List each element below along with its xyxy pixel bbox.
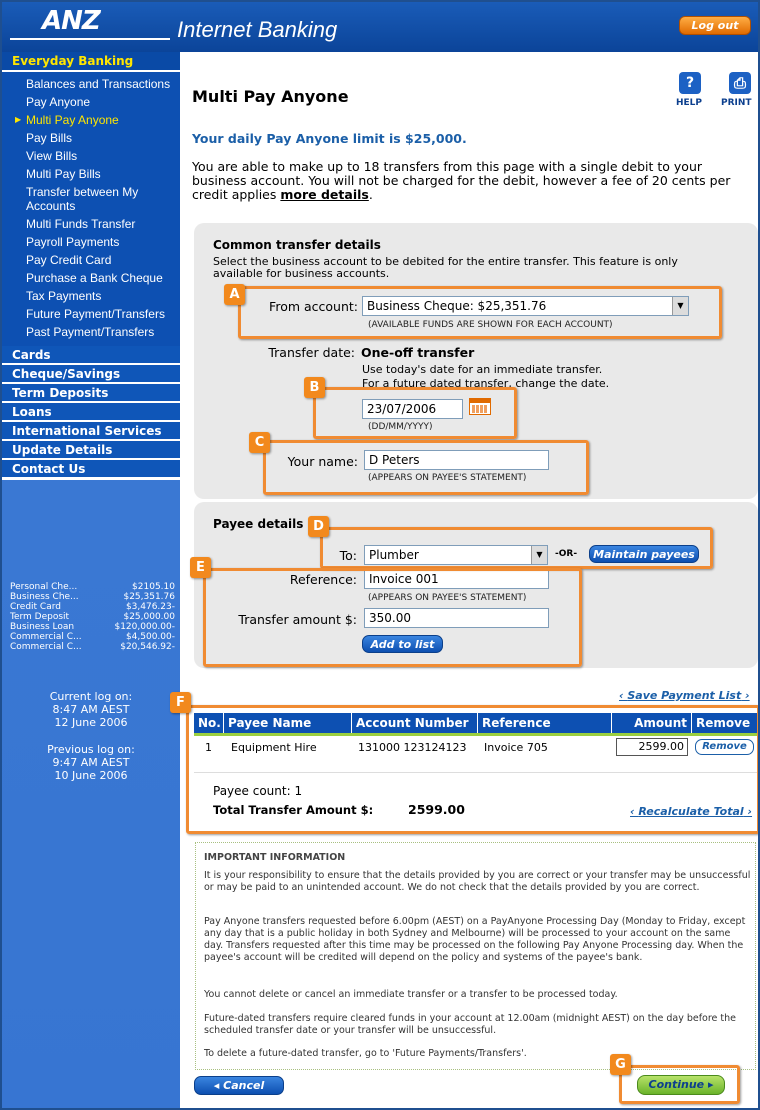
sidebar-item-purchase-bank-cheque[interactable]: Purchase a Bank Cheque — [26, 271, 163, 285]
important-paragraph: It is your responsibility to ensure that the details provided by you are correct or your transfer may be unsuccessful or may be paid to an unintended account. We do not check that the details provided by you are correct. — [204, 870, 751, 893]
daily-limit-text: Your daily Pay Anyone limit is $25,000. — [192, 131, 467, 146]
save-payment-list-link[interactable]: ‹ Save Payment List › — [619, 689, 750, 702]
logo-underline — [10, 38, 170, 40]
current-logon-label: Current log on: — [49, 690, 133, 703]
transfer-date-desc: For a future dated transfer, change the date. — [362, 377, 610, 390]
sidebar-info-panel — [2, 480, 180, 1110]
sidebar — [2, 52, 180, 1110]
remove-button[interactable]: Remove — [695, 739, 754, 755]
your-name-label: Your name: — [287, 454, 358, 469]
annotation-box-f — [186, 705, 760, 834]
cancel-button[interactable]: ◂ Cancel — [194, 1076, 284, 1095]
sidebar-item-balances[interactable]: Balances and Transactions — [26, 77, 171, 91]
important-information-box — [195, 842, 756, 1070]
sidebar-submenu — [2, 72, 180, 346]
annotation-box-a — [238, 286, 722, 339]
col-account-number: Account Number — [352, 713, 478, 733]
badge-c: C — [249, 432, 270, 453]
help-icon[interactable]: ? — [679, 72, 701, 94]
important-paragraph: Future-dated transfers require cleared funds in your account at 12.00am (midnight AEST) on the day before the scheduled transfer date or your transfer will be unsuccessful. — [204, 1013, 737, 1036]
row-amount-input[interactable]: 2599.00 — [616, 738, 688, 756]
important-paragraph: Pay Anyone transfers requested before 6.00pm (AEST) on a PayAnyone Processing Day (Monday to Friday, except any day that is a public holiday in both Sydney and Melbourne) will be processed to your account on the same day. Transfers requested after this time may be processed on the following Pay Anyone Processing day. When the payee's account will be credited will depend on the policy and systems of the payee's bank. — [204, 916, 746, 963]
important-heading: IMPORTANT INFORMATION — [204, 852, 346, 863]
add-to-list-button[interactable]: Add to list — [362, 635, 443, 653]
sidebar-item-future-payments[interactable]: Future Payment/Transfers — [26, 307, 165, 321]
important-paragraph: To delete a future-dated transfer, go to 'Future Payments/Transfers'. — [204, 1048, 527, 1059]
payee-select[interactable]: Plumber ▼ — [364, 545, 548, 565]
header-bar — [2, 2, 758, 52]
account-summary-row[interactable]: Business Loan $120,000.00- — [10, 622, 175, 632]
print-icon[interactable]: ⎙ — [729, 72, 751, 94]
account-summary-row[interactable]: Term Deposit $25,000.00 — [10, 612, 175, 622]
sidebar-item-transfer-between-accounts[interactable]: Transfer between My Accounts — [26, 185, 139, 213]
badge-b: B — [304, 377, 325, 398]
sidebar-section-everyday-banking[interactable]: Everyday Banking — [2, 52, 180, 71]
logout-button[interactable]: Log out — [679, 16, 751, 35]
badge-f: F — [170, 692, 191, 713]
sidebar-item-pay-credit-card[interactable]: Pay Credit Card — [26, 253, 112, 267]
transfer-amount-input[interactable]: 350.00 — [364, 608, 549, 628]
to-label: To: — [339, 548, 357, 563]
transfer-date-mode: One-off transfer — [361, 345, 475, 360]
annotation-box-b — [313, 387, 517, 439]
help-label[interactable]: HELP — [676, 98, 703, 108]
annotation-box-g — [619, 1065, 740, 1104]
previous-logon-label: Previous log on: — [47, 743, 135, 756]
badge-e: E — [190, 557, 211, 578]
from-account-select[interactable]: Business Cheque: $25,351.76 ▼ — [362, 296, 689, 316]
annotation-box-d — [320, 527, 713, 569]
annotation-box-c — [263, 440, 589, 495]
your-name-hint: (APPEARS ON PAYEE'S STATEMENT) — [368, 473, 527, 483]
reference-label: Reference: — [289, 572, 357, 587]
or-separator: -OR- — [555, 549, 578, 559]
previous-logon-time: 9:47 AM AEST — [52, 756, 130, 769]
page-title: Multi Pay Anyone — [192, 87, 349, 106]
transfer-amount-label: Transfer amount $: — [238, 612, 357, 627]
annotation-box-e — [203, 568, 582, 667]
recalculate-total-link[interactable]: ‹ Recalculate Total › — [630, 805, 753, 818]
col-remove: Remove — [696, 716, 751, 730]
payee-details-heading: Payee details — [213, 517, 304, 531]
col-no: No. — [194, 713, 224, 733]
badge-g: G — [610, 1054, 631, 1075]
payee-count: Payee count: 1 — [213, 784, 303, 798]
from-account-hint: (AVAILABLE FUNDS ARE SHOWN FOR EACH ACCOUNT) — [368, 320, 613, 330]
previous-logon-date: 10 June 2006 — [54, 769, 128, 782]
row-account-number: 131000 123124123 — [358, 741, 467, 754]
important-paragraph: You cannot delete or cancel an immediate transfer or a transfer to be processed today. — [204, 989, 618, 1000]
reference-hint: (APPEARS ON PAYEE'S STATEMENT) — [368, 593, 527, 603]
sidebar-item-tax-payments[interactable]: Tax Payments — [26, 289, 102, 303]
sidebar-section-contact-us[interactable]: Contact Us — [2, 460, 180, 478]
common-transfer-desc: Select the business account to be debited for the entire transfer. This feature is only available for business accounts. — [213, 255, 678, 280]
from-account-label: From account: — [269, 299, 358, 314]
transfer-date-input[interactable]: 23/07/2006 — [362, 399, 463, 419]
row-payee-name: Equipment Hire — [231, 741, 317, 754]
common-transfer-heading: Common transfer details — [213, 238, 381, 252]
account-summary-row[interactable]: Personal Che... $2105.10 — [10, 582, 175, 592]
your-name-input[interactable]: D Peters — [364, 450, 549, 470]
active-arrow-icon: ▶ — [15, 115, 22, 124]
account-summary-row[interactable]: Business Che... $25,351.76 — [10, 592, 175, 602]
row-no: 1 — [205, 741, 212, 754]
badge-d: D — [308, 516, 329, 537]
intro-text: You are able to make up to 18 transfers from this page with a single debit to your business account. You will not be charged for the debit, however a fee of 20 cents per credit applies more details. — [192, 159, 731, 202]
sidebar-section-loans[interactable]: Loans — [2, 403, 180, 421]
sidebar-section-update-details[interactable]: Update Details — [2, 441, 180, 459]
anz-logo: ANZ — [42, 6, 100, 36]
current-logon-time: 8:47 AM AEST — [52, 703, 130, 716]
chevron-down-icon: ▼ — [531, 546, 547, 564]
badge-a: A — [224, 284, 245, 305]
sidebar-item-view-bills[interactable]: View Bills — [26, 149, 78, 163]
sidebar-item-multi-pay-bills[interactable]: Multi Pay Bills — [26, 167, 101, 181]
transfer-date-label: Transfer date: — [268, 345, 355, 360]
continue-button[interactable]: Continue ▸ — [637, 1075, 725, 1095]
sidebar-item-multi-pay-anyone[interactable]: Multi Pay Anyone — [26, 113, 119, 127]
reference-input[interactable]: Invoice 001 — [364, 569, 549, 589]
sidebar-section-cheque-savings[interactable]: Cheque/Savings — [2, 365, 180, 383]
date-format-hint: (DD/MM/YYYY) — [368, 422, 433, 432]
account-summary-row[interactable]: Credit Card $3,476.23- — [10, 602, 175, 612]
col-reference: Reference — [478, 713, 612, 733]
account-summary-row[interactable]: Commercial C... $20,546.92- — [10, 642, 175, 652]
transfer-date-desc: Use today's date for an immediate transfer. — [362, 363, 603, 376]
more-details-link[interactable]: more details — [280, 187, 369, 202]
total-transfer-label: Total Transfer Amount $: — [213, 803, 374, 817]
maintain-payees-button[interactable]: Maintain payees — [589, 545, 699, 563]
sidebar-item-past-payments[interactable]: Past Payment/Transfers — [26, 325, 155, 339]
total-transfer-value: 2599.00 — [408, 802, 465, 817]
sidebar-item-payroll-payments[interactable]: Payroll Payments — [26, 235, 120, 249]
sidebar-section-international[interactable]: International Services — [2, 422, 180, 440]
print-label[interactable]: PRINT — [721, 98, 752, 108]
sidebar-section-cards[interactable]: Cards — [2, 346, 180, 364]
sidebar-item-pay-anyone[interactable]: Pay Anyone — [26, 95, 91, 109]
col-payee-name: Payee Name — [224, 713, 352, 733]
sidebar-item-pay-bills[interactable]: Pay Bills — [26, 131, 73, 145]
current-logon-date: 12 June 2006 — [54, 716, 128, 729]
account-summary-row[interactable]: Commercial C... $4,500.00- — [10, 632, 175, 642]
sidebar-item-multi-funds-transfer[interactable]: Multi Funds Transfer — [26, 217, 136, 231]
sidebar-section-term-deposits[interactable]: Term Deposits — [2, 384, 180, 402]
app-title: Internet Banking — [177, 17, 338, 42]
row-reference: Invoice 705 — [484, 741, 548, 754]
col-amount: Amount — [612, 713, 692, 733]
chevron-down-icon: ▼ — [672, 297, 688, 315]
